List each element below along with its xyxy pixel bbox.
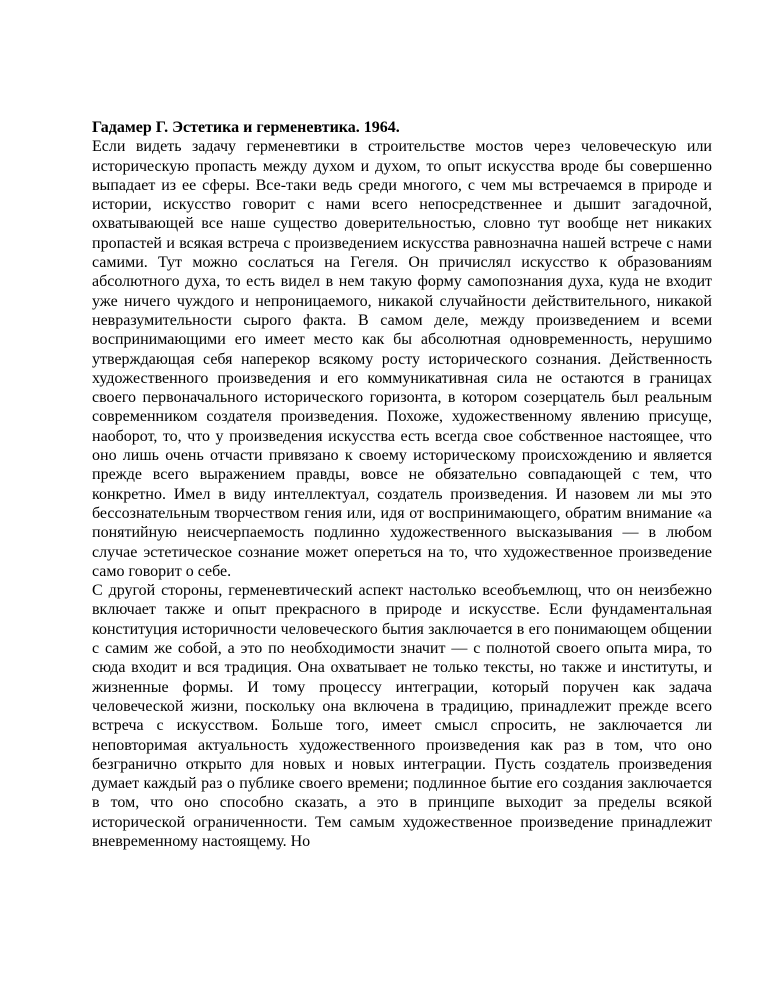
document-page xyxy=(92,118,712,851)
document-title: Гадамер Г. Эстетика и герменевтика. 1964. xyxy=(92,119,400,136)
paragraph-2: С другой стороны, герменевтический аспект настолько всеобъемлющ, что он неизбежно включает также и опыт прекрасного в природе и искусстве. Если фундаментальная конституция историчности человеческого бытия заключается в его понимающем общении с самим же собой, а это по необходимости значит — с полнотой своего опыта мира, то сюда входит и вся традиция. Она охватывает не только тексты, но также и институты, и жизненные формы. И тому процессу интеграции, который поручен как задача человеческой жизни, поскольку она включена в традицию, принадлежит прежде всего встреча с искусством. Больше того, имеет смысл спросить, не заключается ли неповторимая актуальность художественного произведения как раз в том, что оно безгранично открыто для новых и новых интеграции. Пусть создатель произведения думает каждый раз о публике своего времени; подлинное бытие его создания заключается в том, что оно способно сказать, а это в принципе выходит за пределы всякой исторической ограниченности. Тем самым художественное произведение принадлежит вневременному настоящему. Но xyxy=(92,582,712,850)
paragraph-1: Если видеть задачу герменевтики в строительстве мостов через человеческую или историческую пропасть между духом и духом, то опыт искусства вроде бы совершенно выпадает из ее сферы. Все-таки ведь среди многого, с чем мы встречаемся в природе и истории, искусство говорит с нами всего непосредственнее и дышит загадочной, охватывающей все наше существо доверительностью, словно тут вообще нет никаких пропастей и всякая встреча с произведением искусства равнозначна нашей встрече с нами самими. Тут можно сослаться на Гегеля. Он причислял искусство к образованиям абсолютного духа, то есть видел в нем такую форму самопознания духа, куда не входит уже ничего чуждого и непроницаемого, никакой случайности действительного, никакой невразумительности сырого факта. В самом деле, между произведением и всеми воспринимающими его имеет место как бы абсолютная одновременность, нерушимо утверждающая себя наперекор всякому росту исторического сознания. Действенность художественного произведения и его коммуникативная сила не остаются в границах своего первоначального исторического горизонта, в котором созерцатель был реальным современником создателя произведения. Похоже, художественному явлению присуще, наоборот, то, что у произведения искусства есть всегда свое собственное настоящее, что оно лишь очень отчасти привязано к своему историческому происхождению и является прежде всего выражением правды, вовсе не обязательно совпадающей с тем, что конкретно. Имел в виду интеллектуал, создатель произведения. И назовем ли мы это бессознательным творчеством гения или, идя от воспринимающего, обратим внимание «а понятийную неисчерпаемость подлинно художественного высказывания — в любом случае эстетическое сознание может опереться на то, что художественное произведение само говорит о себе. xyxy=(92,138,712,580)
